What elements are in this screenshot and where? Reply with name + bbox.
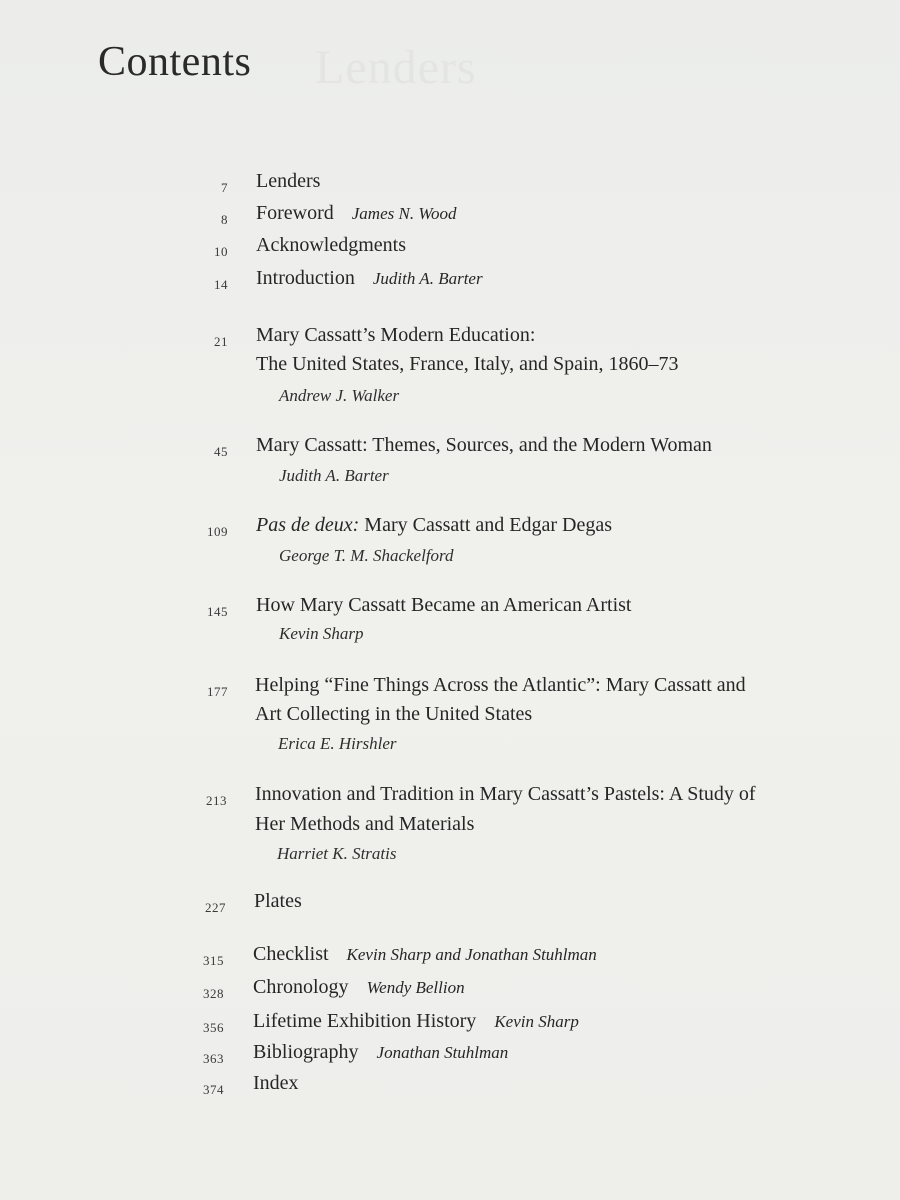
page-number: 328 — [203, 986, 224, 1001]
entry-title: Foreword — [256, 202, 334, 224]
entry-title: Introduction — [256, 267, 355, 289]
entry-title-rest: Mary Cassatt and Edgar Degas — [359, 514, 613, 536]
page-number: 45 — [214, 444, 228, 459]
entry-title-line — [256, 267, 483, 290]
entry-title: Chronology — [253, 976, 349, 998]
entry-author: Kevin Sharp — [494, 1012, 579, 1031]
page-number: 8 — [221, 212, 228, 227]
entry-title: Plates — [254, 890, 302, 912]
page-number: 145 — [207, 604, 228, 619]
entry-title: Index — [253, 1072, 299, 1094]
entry-author: Judith A. Barter — [372, 269, 483, 288]
entry-author: Judith A. Barter — [279, 466, 389, 485]
show-through-text: Lenders — [315, 41, 477, 94]
entry-title-line — [253, 1041, 508, 1064]
entry-title-line1: How Mary Cassatt Became an American Artist — [256, 594, 632, 616]
page-number: 21 — [214, 334, 228, 349]
entry-author: Kevin Sharp and Jonathan Stuhlman — [346, 945, 597, 964]
entry-title-line1: Mary Cassatt: Themes, Sources, and the Modern Woman — [256, 434, 712, 456]
entry-title-line1: Mary Cassatt’s Modern Education: — [256, 324, 536, 346]
entry-author: Jonathan Stuhlman — [376, 1043, 509, 1062]
page-number: 177 — [207, 684, 228, 699]
page-number: 356 — [203, 1020, 224, 1035]
page-number: 7 — [221, 180, 228, 195]
entry-author: Harriet K. Stratis — [277, 844, 397, 863]
entry-title-line1 — [256, 514, 612, 537]
entry-author: Kevin Sharp — [279, 624, 364, 643]
page-title: Contents — [98, 39, 252, 85]
page-number: 363 — [203, 1051, 224, 1066]
page-number: 213 — [206, 793, 227, 808]
entry-title: Checklist — [253, 943, 329, 965]
entry-title-line2: Her Methods and Materials — [255, 813, 475, 835]
entry-title-line2: Art Collecting in the United States — [255, 703, 533, 725]
entry-title-italic: Pas de deux: — [256, 514, 360, 536]
page-number: 14 — [214, 277, 228, 292]
entry-title: Lenders — [256, 170, 321, 192]
page-number: 315 — [203, 953, 224, 968]
entry-title: Acknowledgments — [256, 234, 406, 256]
entry-author: George T. M. Shackelford — [279, 546, 454, 565]
entry-author: Wendy Bellion — [366, 978, 465, 997]
page-number: 109 — [207, 524, 228, 539]
entry-author: James N. Wood — [351, 204, 457, 223]
entry-title-line — [253, 943, 597, 966]
entry-author: Andrew J. Walker — [279, 386, 400, 405]
entry-author: Erica E. Hirshler — [278, 734, 397, 753]
entry-title: Lifetime Exhibition History — [253, 1010, 477, 1032]
entry-title-line1: Helping “Fine Things Across the Atlantic”: Mary Cassatt and — [255, 674, 746, 696]
page-number: 10 — [214, 244, 228, 259]
entry-title: Bibliography — [253, 1041, 359, 1063]
entry-title-line — [253, 976, 465, 999]
page-number: 374 — [203, 1082, 224, 1097]
entry-title-line — [253, 1010, 579, 1033]
entry-title-line2: The United States, France, Italy, and Spain, 1860–73 — [256, 353, 679, 375]
page-number: 227 — [205, 900, 226, 915]
entry-title-line — [256, 202, 456, 225]
entry-title-line1: Innovation and Tradition in Mary Cassatt’s Pastels: A Study of — [255, 783, 756, 805]
